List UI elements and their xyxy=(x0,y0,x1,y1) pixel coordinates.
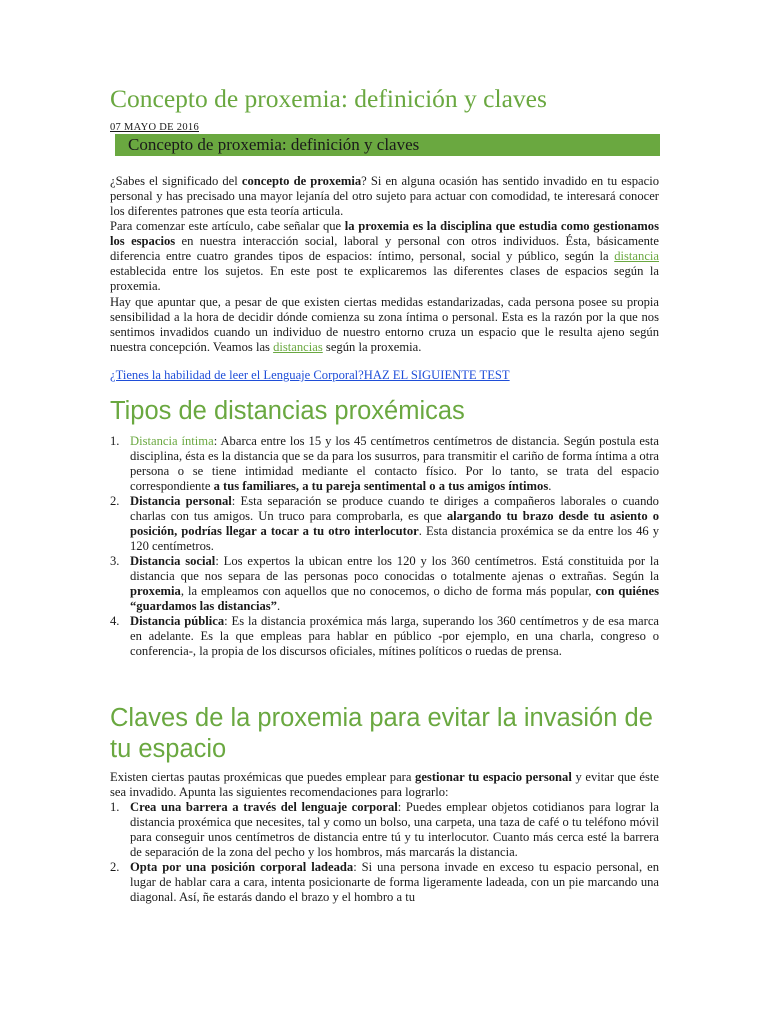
list-item: 2. Opta por una posición corporal ladeada: Si una persona invade en exceso tu espacio personal, en lugar de hablar cara a cara, intenta posicionarte de forma ligeramente ladeada, con un pie marcando una diagonal. Así, ñe estarás dando el brazo y el hombro a tu xyxy=(110,860,660,904)
post-date[interactable]: 07 MAYO DE 2016 xyxy=(110,122,199,133)
claves-intro-paragraph: Existen ciertas pautas proxémicas que puedes emplear para gestionar tu espacio personal y evitar que éste sea invadido. Apunta las siguientes recomendaciones para lograrlo: xyxy=(110,770,659,799)
list-number: 4. xyxy=(110,614,120,628)
list-number: 2. xyxy=(110,494,120,508)
list-item: 3. Distancia social: Los expertos la ubican entre los 120 y los 360 centímetros. Está constituida por la distancia que nos separa de las personas poco conocidas o totalmente ajenas o extrañas. Según la proxemia, la empleamos con aquellos que no conocemos, o dicho de forma más popular, con quiénes “guardamos las distancias”. xyxy=(110,554,659,613)
page-title: Concepto de proxemia: definición y claves xyxy=(110,84,547,113)
clave-term: Crea una barrera a través del lenguaje corporal xyxy=(130,800,398,814)
body-language-test-link[interactable]: ¿Tienes la habilidad de leer el Lenguaje Corporal?HAZ EL SIGUIENTE TEST xyxy=(110,368,510,382)
term-distancia-publica: Distancia pública xyxy=(130,614,225,628)
distance-types-list xyxy=(110,434,659,659)
list-item: 1. Distancia íntima: Abarca entre los 15 y los 45 centímetros centímetros de distancia. Según postula esta disciplina, ésta es la distancia que se da para los susurros, para transmitir el cariño de forma íntima a otra persona o se tiene intimidad mediante el contacto físico. Por lo tanto, se trata del espacio correspondiente a tus familiares, a tu pareja sentimental o a tus amigos íntimos. xyxy=(110,434,659,493)
list-number: 3. xyxy=(110,554,120,568)
term-distancia-intima[interactable]: Distancia íntima xyxy=(130,434,214,448)
distancias-link[interactable]: distancias xyxy=(273,340,323,354)
section-heading-claves: Claves de la proxemia para evitar la invasión de tu espacio xyxy=(110,704,653,763)
intro-paragraph-3: Hay que apuntar que, a pesar de que existen ciertas medidas estandarizadas, cada persona posee su propia sensibilidad a la hora de decidir dónde comienza su zona íntima o personal. Esta es la razón por la que nos sentimos invadidos cuando un individuo de nuestro entorno cruza un espacio que le resulta ajeno según nuestra concepción. Veamos las distancias según la proxemia. xyxy=(110,295,659,354)
list-item: 4. Distancia pública: Es la distancia proxémica más larga, superando los 360 centímetros y de esa marca en adelante. Es la que empleas para hablar en público -por ejemplo, en una charla, congreso o conferencia-, la propia de los discursos oficiales, mítines políticos o ruedas de prensa. xyxy=(110,614,659,658)
claves-list xyxy=(110,800,659,905)
title-banner: Concepto de proxemia: definición y claves xyxy=(115,134,660,156)
clave-term: Opta por una posición corporal ladeada xyxy=(130,860,354,874)
section-heading-tipos: Tipos de distancias proxémicas xyxy=(110,397,465,425)
list-number: 2. xyxy=(110,860,120,874)
term-distancia-personal: Distancia personal xyxy=(130,494,232,508)
list-number: 1. xyxy=(110,434,120,448)
term-distancia-social: Distancia social xyxy=(130,554,216,568)
list-item: 1. Crea una barrera a través del lenguaje corporal: Puedes emplear objetos cotidianos para lograr la distancia proxémica que necesites, tal y como un bolso, una carpeta, una taza de café o tu teléfono móvil para conseguir unos centímetros de distancia entre tú y tu interlocutor. Cuanto más cerca esté la barrera de separación de la zona del pecho y los hombros, más marcarás la distancia. xyxy=(110,800,659,859)
intro-paragraph-1: ¿Sabes el significado del concepto de proxemia? Si en alguna ocasión has sentido invadido en tu espacio personal y has precisado una mayor lejanía del otro sujeto para actuar con comodidad, te interesará conocer los diferentes patrones que esta teoría articula. xyxy=(110,174,660,218)
intro-paragraph-2: Para comenzar este artículo, cabe señalar que la proxemia es la disciplina que estudia como gestionamos los espacios en nuestra interacción social, laboral y personal con otros individuos. Ésta, básicamente diferencia entre cuatro grandes tipos de espacios: íntimo, personal, social y público, según la distancia establecida entre los sujetos. En este post te explicaremos las diferentes clases de espacios según la proxemia. xyxy=(110,219,659,293)
list-number: 1. xyxy=(110,800,120,814)
distancia-link[interactable]: distancia xyxy=(614,249,659,263)
list-item: 2. Distancia personal: Esta separación se produce cuando te diriges a compañeros laborales o cuando charlas con tus amigos. Un truco para comprobarla, es que alargando tu brazo desde tu asiento o posición, podrías llegar a tocar a tu otro interlocutor. Esta distancia proxémica se da entre los 46 y 120 centímetros. xyxy=(110,494,660,553)
